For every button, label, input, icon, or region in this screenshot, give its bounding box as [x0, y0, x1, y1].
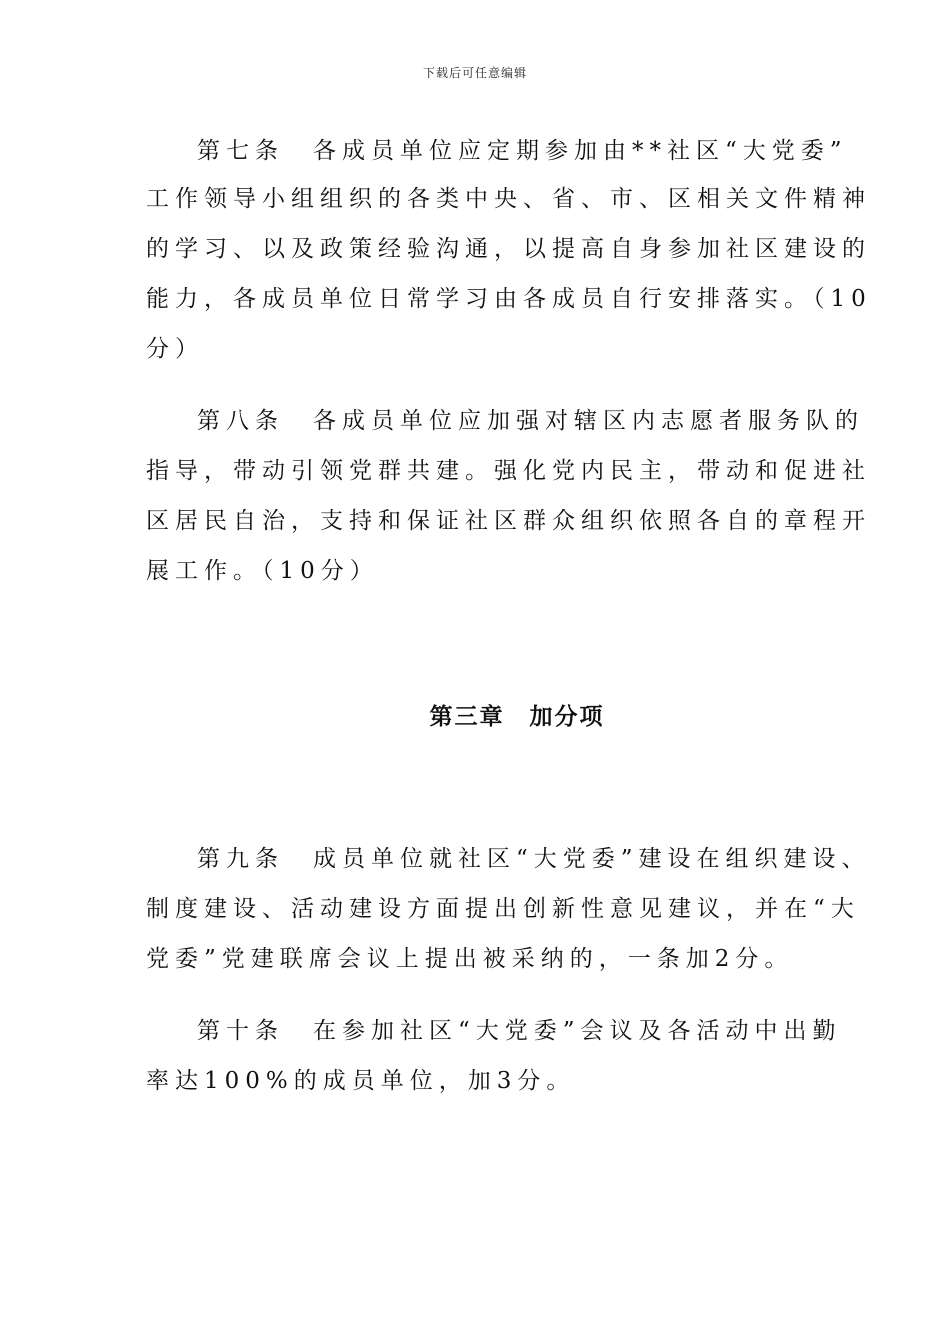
article-8-line-3: 区居民自治，支持和保证社区群众组织依照各自的章程开 [146, 508, 871, 534]
article-8-line-1: 第八条 各成员单位应加强对辖区内志愿者服务队的 [197, 408, 864, 434]
article-10-line-2: 率达100%的成员单位，加3分。 [146, 1068, 576, 1094]
article-8-line-2: 指导，带动引领党群共建。强化党内民主，带动和促进社 [146, 458, 871, 484]
article-7-line-2: 工作领导小组组织的各类中央、省、市、区相关文件精神 [146, 186, 871, 212]
article-7-line-1: 第七条 各成员单位应定期参加由**社区“大党委” [197, 138, 848, 164]
header-note: 下载后可任意编辑 [422, 66, 527, 80]
article-7-line-3: 的学习、以及政策经验沟通，以提高自身参加社区建设的 [146, 236, 871, 262]
chapter-title: 第三章 加分项 [429, 704, 605, 730]
article-7-line-5: 分） [146, 336, 204, 362]
article-8-line-4: 展工作。（10分） [146, 558, 379, 584]
article-9-line-3: 党委”党建联席会议上提出被采纳的，一条加2分。 [146, 946, 794, 972]
article-7-line-4: 能力，各成员单位日常学习由各成员自行安排落实。（10 [146, 286, 872, 312]
article-9-line-1: 第九条 成员单位就社区“大党委”建设在组织建设、 [197, 846, 871, 872]
article-10-line-1: 第十条 在参加社区“大党委”会议及各活动中出勤 [197, 1018, 842, 1044]
article-9-line-2: 制度建设、活动建设方面提出创新性意见建议，并在“大 [146, 896, 860, 922]
